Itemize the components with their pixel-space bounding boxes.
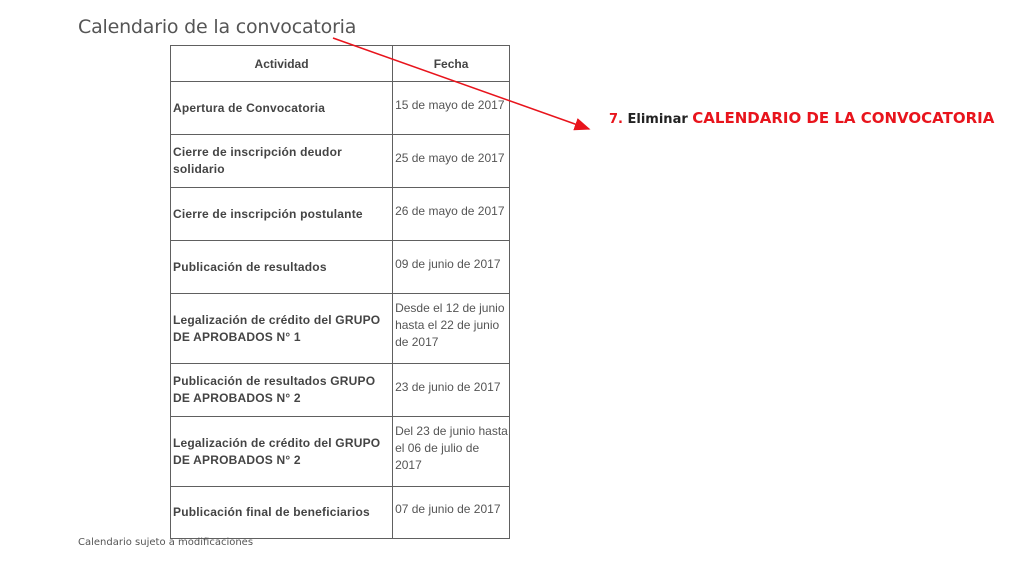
date-text: Desde el 12 de junio hasta el 22 de junio de 2017 [395,301,505,349]
activity-cell: Publicación final de beneficiarios [171,487,393,539]
annotation-number: 7. [609,112,623,127]
footnote: Calendario sujeto a modificaciones [78,537,254,548]
activity-cell: Legalización de crédito del GRUPO DE APROBADOS N° 2 [171,417,393,487]
activity-cell: Cierre de inscripción deudor solidario [171,135,393,188]
annotation-target: CALENDARIO DE LA CONVOCATORIA [692,109,995,127]
page-title: Calendario de la convocatoria [78,16,357,38]
annotation-verb: Eliminar [627,112,688,127]
activity-cell: Cierre de inscripción postulante [171,188,393,241]
date-text: Del 23 de junio hasta el 06 de julio de 2017 [395,424,508,472]
activity-cell: Publicación de resultados GRUPO DE APROBADOS N° 2 [171,364,393,417]
column-header-actividad: Actividad [171,46,393,82]
annotation-note [609,109,994,127]
date-text: 07 de junio de 2017 [395,502,501,516]
date-text: 15 de mayo de 2017 [395,97,505,112]
date-text: 26 de mayo de 2017 [395,203,505,218]
date-text: 09 de junio de 2017 [395,256,501,271]
activity-cell: Apertura de Convocatoria [171,82,393,135]
activity-cell: Publicación de resultados [171,241,393,294]
date-text: 25 de mayo de 2017 [395,150,505,165]
date-text: 23 de junio de 2017 [395,379,501,394]
activity-cell: Legalización de crédito del GRUPO DE APROBADOS N° 1 [171,294,393,364]
column-header-fecha: Fecha [393,46,510,82]
